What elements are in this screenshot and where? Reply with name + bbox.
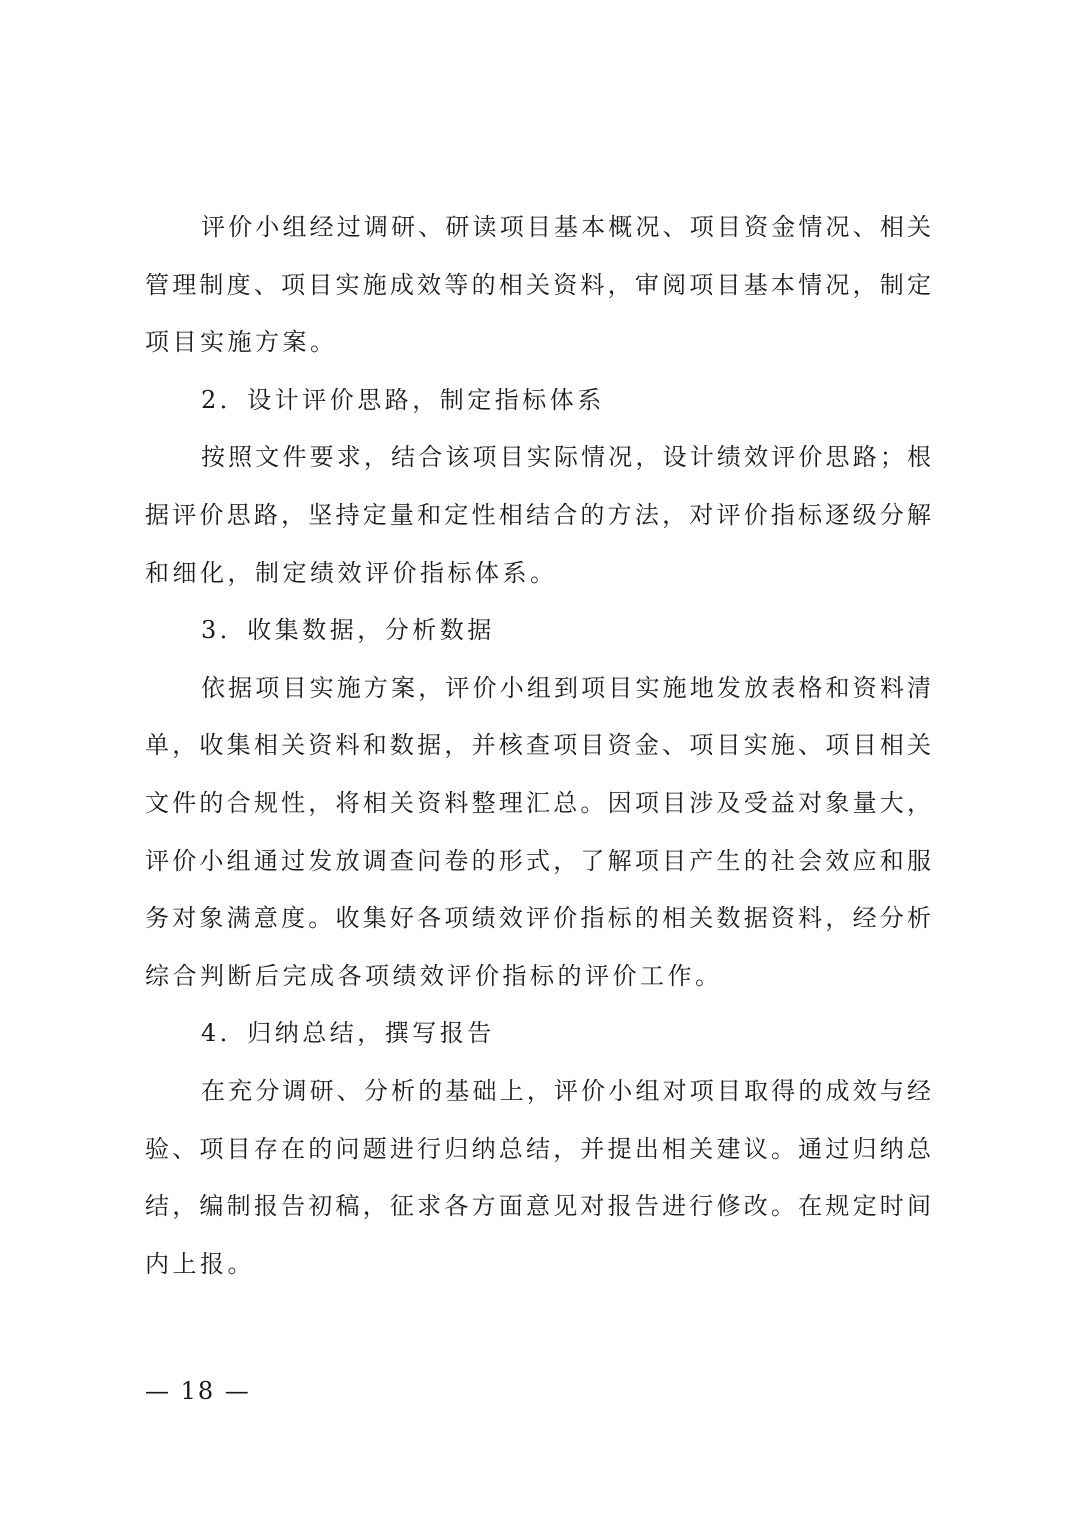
text-line: 综合判断后完成各项绩效评价指标的评价工作。 (145, 961, 723, 990)
section-heading-2 (145, 380, 931, 438)
text-line: 管理制度、项目实施成效等的相关资料，审阅项目基本情况，制定 (145, 270, 931, 299)
text-line: 结，编制报告初稿，征求各方面意见对报告进行修改。在规定时间 (145, 1192, 931, 1221)
text-line: 据评价思路，坚持定量和定性相结合的方法，对评价指标逐级分解 (145, 500, 931, 529)
paragraph-design (145, 437, 931, 610)
paragraph-summary (145, 1071, 931, 1301)
text-line: 内上报。 (145, 1249, 255, 1278)
text-line: 验、项目存在的问题进行归纳总结，并提出相关建议。通过归纳总 (145, 1134, 931, 1163)
text-line: 单，收集相关资料和数据，并核查项目资金、项目实施、项目相关 (145, 731, 931, 760)
section-heading-4 (145, 1013, 931, 1071)
page-number: — 18 — (145, 1377, 251, 1405)
text-line: 依据项目实施方案，评价小组到项目实施地发放表格和资料清 (201, 673, 931, 702)
heading-text: 3．收集数据，分析数据 (201, 616, 495, 645)
section-heading-3 (145, 610, 931, 668)
paragraph-preparation (145, 207, 931, 380)
text-line: 和细化，制定绩效评价指标体系。 (145, 558, 558, 587)
paragraph-data-collection (145, 668, 931, 1014)
text-line: 文件的合规性，将相关资料整理汇总。因项目涉及受益对象量大， (145, 788, 931, 817)
text-line: 务对象满意度。收集好各项绩效评价指标的相关数据资料，经分析 (145, 904, 931, 933)
text-line: 按照文件要求，结合该项目实际情况，设计绩效评价思路；根 (201, 443, 931, 472)
heading-text: 4．归纳总结，撰写报告 (201, 1019, 495, 1048)
text-line: 评价小组经过调研、研读项目基本概况、项目资金情况、相关 (201, 213, 931, 241)
text-line: 项目实施方案。 (145, 328, 338, 357)
document-body (145, 207, 931, 1301)
text-line: 评价小组通过发放调查问卷的形式，了解项目产生的社会效应和服 (145, 846, 931, 875)
heading-text: 2．设计评价思路，制定指标体系 (201, 385, 605, 414)
text-line: 在充分调研、分析的基础上，评价小组对项目取得的成效与经 (201, 1076, 931, 1105)
